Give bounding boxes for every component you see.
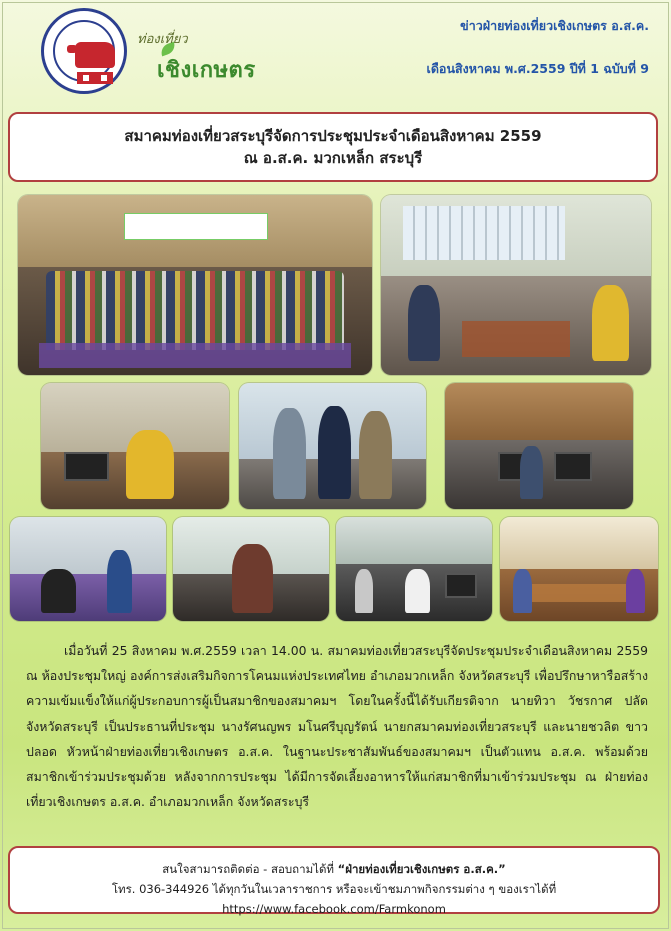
photo-meeting-room (381, 195, 651, 375)
photo-audience (336, 517, 492, 621)
dpo-logo (41, 8, 127, 94)
news-source: ข่าวฝ่ายท่องเที่ยวเชิงเกษตร อ.ส.ค. (460, 18, 649, 33)
headline-box (8, 112, 658, 182)
issue-info: เดือนสิงหาคม พ.ศ.2559 ปีที่ 1 ฉบับที่ 9 (426, 61, 649, 76)
article-paragraph: เมื่อวันที่ 25 สิงหาคม พ.ศ.2559 เวลา 14.00 น. สมาคมท่องเที่ยวสระบุรีจัดประชุมประจำเดือนสิงหาคม 2559 ณ ห้องประชุมใหญ่ องค์การส่งเสริมกิจการโคนมแห่งประเทศไทย อำเภอมวกเหล็ก จังหวัดสระบุรี เพื่อปรึกษาหารือสร้างความเข้มแข็งให้แก่ผู้ประกอบการผู้เป็นสมาชิกของสมาคมฯ โดยในครั้งนี้ได้รับเกียรติจาก นายทิวา วัชรกาศ ปลัดจังหวัดสระบุรี เป็นประธานที่ประชุม นางรัศนญพร มโนศรีบุญรัตน์ นายกสมาคมท่องเที่ยวสระบุรี และนายชวลิต ขาวปลอด หัวหน้าฝ่ายท่องเที่ยวเชิงเกษตร อ.ส.ค. ในฐานะประชาสัมพันธ์ของสมาคมฯ เป็นตัวแทน อ.ส.ค. พร้อมด้วยสมาชิกเข้าร่วมประชุมด้วย หลังจากการประชุม ได้มีการจัดเลี้ยงอาหารให้แก่สมาชิกที่มาเข้าร่วมประชุม ณ ฝ่ายท่องเที่ยวเชิงเกษตร อ.ส.ค. อำเภอมวกเหล็ก จังหวัดสระบุรี (26, 643, 648, 810)
contact-line2[interactable]: โทร. 036-344926 ได้ทุกวันในเวลาราชการ หรือจะเข้าชมภาพกิจกรรมต่าง ๆ ของเราได้ที่ https://www.facebook.com/Farmkonom (111, 882, 557, 916)
photo-dinner (500, 517, 658, 621)
headline-line1: สมาคมท่องเที่ยวสระบุรีจัดการประชุมประจำเดือนสิงหาคม 2559 (124, 127, 542, 145)
contact-line1 (10, 859, 658, 879)
contact-department: “ฝ่ายท่องเที่ยวเชิงเกษตร อ.ส.ค.” (337, 862, 506, 876)
contact-prefix: สนใจสามารถติดต่อ - สอบถามได้ที่ (162, 862, 338, 876)
brand-subtitle: ท่องเที่ยว (137, 32, 188, 47)
photo-chairman (41, 383, 229, 509)
photo-group (18, 195, 372, 375)
contact-box (8, 846, 660, 914)
photo-registration (10, 517, 166, 621)
article-body (26, 638, 648, 814)
photo-participants (445, 383, 633, 509)
photo-speaker (173, 517, 329, 621)
brand-title: เชิงเกษตร (157, 58, 256, 83)
headline-line2: ณ อ.ส.ค. มวกเหล็ก สระบุรี (243, 149, 423, 167)
photo-guests (239, 383, 426, 509)
